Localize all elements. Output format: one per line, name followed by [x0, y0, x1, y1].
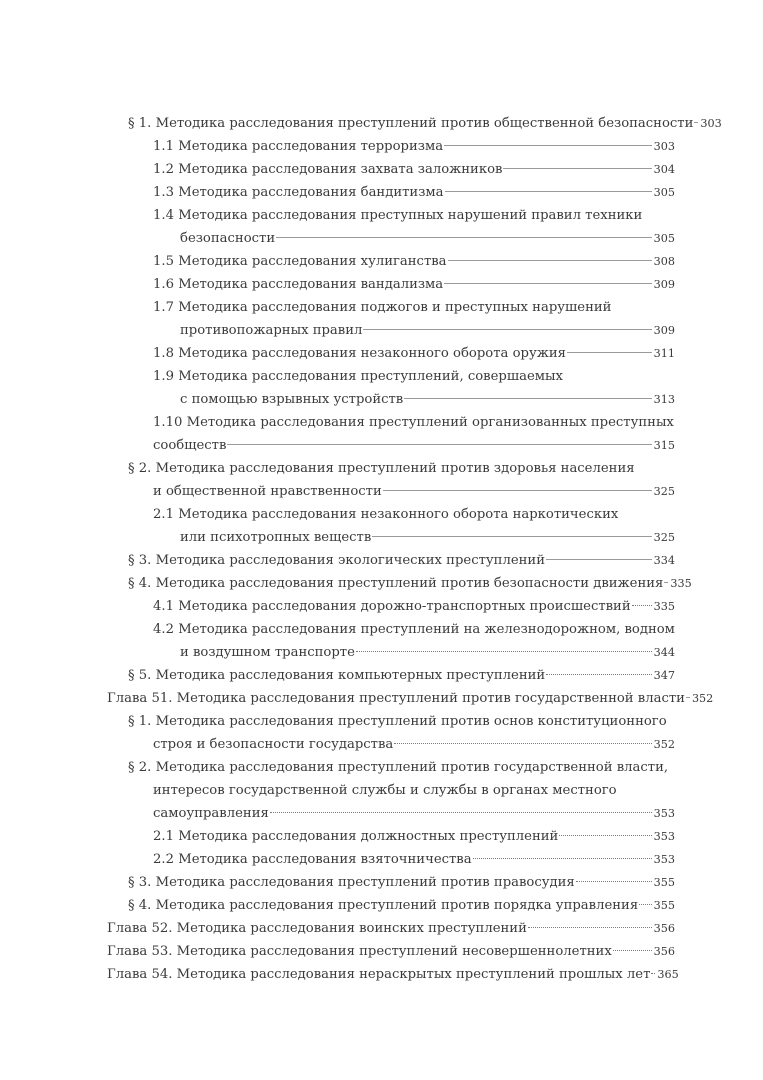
dot-leader	[546, 674, 651, 675]
toc-entry-title: Методика расследования преступлений организованных преступных	[186, 415, 674, 430]
toc-entry-title-continued: безопасности	[180, 231, 276, 246]
toc-entry-continuation[interactable]	[153, 733, 675, 756]
toc-page-number: 305	[653, 186, 675, 199]
toc-page-number: 309	[653, 278, 675, 291]
toc-entry-number: Глава 53.	[107, 944, 173, 959]
dot-leader	[276, 237, 652, 238]
toc-entry-continuation[interactable]	[153, 434, 675, 457]
toc-entry-title: Методика расследования экологических преступлений	[155, 553, 545, 568]
toc-entry-number: 1.1	[153, 139, 174, 154]
toc-entry-number: 1.4	[153, 208, 174, 223]
dot-leader	[686, 697, 690, 698]
dot-leader	[546, 559, 652, 560]
toc-entry-title: Методика расследования преступных нарушений правил техники	[178, 208, 643, 223]
toc-entry-continuation[interactable]	[180, 641, 675, 664]
toc-entry-line[interactable]	[128, 756, 675, 779]
dot-leader	[503, 168, 651, 169]
toc-entry-continuation[interactable]	[153, 779, 675, 802]
toc-entry-title: Методика расследования преступлений против правосудия	[155, 875, 575, 890]
toc-entry-title: Методика расследования преступлений против общественной безопасности	[155, 116, 694, 131]
toc-entry-number: § 4.	[128, 576, 152, 591]
toc-entry[interactable]	[128, 112, 722, 135]
dot-leader	[613, 950, 652, 951]
toc-entry-title: Методика расследования преступлений, совершаемых	[178, 369, 563, 384]
toc-entry-line[interactable]	[128, 457, 675, 480]
toc-entry[interactable]	[128, 572, 692, 595]
toc-page-number: 355	[653, 876, 675, 889]
toc-entry[interactable]	[107, 917, 675, 940]
toc-entry-title: Методика расследования захвата заложников	[178, 162, 503, 177]
dot-leader	[528, 927, 652, 928]
toc-entry-title-continued: самоуправления	[153, 806, 269, 821]
toc-page-number: 304	[653, 163, 675, 176]
toc-entry[interactable]	[107, 940, 675, 963]
toc-page-number: 365	[657, 968, 679, 981]
dot-leader	[664, 582, 668, 583]
toc-page-number: 325	[653, 531, 675, 544]
toc-entry-number: 1.10	[153, 415, 183, 430]
toc-entry-number: 2.1	[153, 829, 174, 844]
toc-entry-number: 2.2	[153, 852, 174, 867]
toc-page-number: 352	[653, 738, 675, 751]
toc-entry-number: 4.1	[153, 599, 174, 614]
dot-leader	[383, 490, 652, 491]
toc-entry-line[interactable]	[153, 618, 675, 641]
toc-entry-title-continued: и воздушном транспорте	[180, 645, 355, 660]
toc-page-number: 353	[653, 807, 675, 820]
dot-leader	[372, 536, 651, 537]
toc-page-number: 311	[653, 347, 675, 360]
toc-entry-number: 1.9	[153, 369, 174, 384]
toc-page-number: 334	[653, 554, 675, 567]
toc-entry[interactable]	[128, 664, 675, 687]
dot-leader	[227, 444, 651, 445]
toc-entry[interactable]	[107, 963, 679, 986]
toc-entry-title: Методика расследования незаконного оборота оружия	[178, 346, 566, 361]
toc-entry-title-continued: и общественной нравственности	[153, 484, 382, 499]
toc-entry-title-continued: интересов государственной службы и службы в органах местного	[153, 783, 617, 798]
dot-leader	[567, 352, 652, 353]
toc-entry[interactable]	[153, 158, 675, 181]
toc-entry-line[interactable]	[153, 204, 675, 227]
toc-entry-title: Методика расследования незаконного оборота наркотических	[178, 507, 619, 522]
toc-entry-number: § 1.	[128, 116, 152, 131]
toc-entry-title: Методика расследования преступлений несовершеннолетних	[176, 944, 612, 959]
dot-leader	[639, 904, 651, 905]
toc-entry-number: 1.8	[153, 346, 174, 361]
toc-entry-number: § 3.	[128, 875, 152, 890]
dot-leader	[394, 743, 651, 744]
dot-leader	[444, 145, 652, 146]
toc-page-number: 356	[653, 922, 675, 935]
toc-entry-title: Методика расследования дорожно-транспортных происшествий	[178, 599, 631, 614]
toc-entry-line[interactable]	[153, 503, 675, 526]
dot-leader	[445, 191, 652, 192]
toc-entry-number: 1.2	[153, 162, 174, 177]
dot-leader	[576, 881, 652, 882]
toc-page-number: 335	[653, 600, 675, 613]
toc-entry-title: Методика расследования нераскрытых преступлений прошлых лет	[176, 967, 651, 982]
toc-page-number: 353	[653, 830, 675, 843]
toc-page-number: 335	[670, 577, 692, 590]
toc-page-number: 305	[653, 232, 675, 245]
toc-entry-title: Методика расследования воинских преступлений	[176, 921, 527, 936]
toc-entry[interactable]	[153, 595, 675, 618]
toc-entry-number: § 4.	[128, 898, 152, 913]
dot-leader	[404, 398, 651, 399]
toc-page-number: 313	[653, 393, 675, 406]
toc-entry[interactable]	[153, 250, 675, 273]
toc-entry-continuation[interactable]	[153, 480, 675, 503]
toc-entry-number: 1.3	[153, 185, 174, 200]
toc-entry-title: Методика расследования преступлений против здоровья населения	[155, 461, 635, 476]
toc-entry-continuation[interactable]	[153, 802, 675, 825]
toc-entry-line[interactable]	[128, 710, 675, 733]
toc-entry-title: Методика расследования преступлений против порядка управления	[155, 898, 639, 913]
toc-entry[interactable]	[153, 848, 675, 871]
toc-page-number: 352	[691, 692, 714, 705]
toc-entry[interactable]	[128, 871, 675, 894]
toc-entry[interactable]	[153, 135, 675, 158]
toc-entry-title: Методика расследования преступлений против государственной власти	[176, 691, 685, 706]
toc-page-number: 344	[653, 646, 675, 659]
dot-leader	[651, 973, 655, 974]
toc-entry-title-continued: противопожарных правил	[180, 323, 363, 338]
toc-entry-number: § 2.	[128, 461, 152, 476]
toc-entry-title: Методика расследования преступлений против государственной власти,	[155, 760, 669, 775]
dot-leader	[632, 605, 652, 606]
toc-page-number: 308	[653, 255, 675, 268]
dot-leader	[270, 812, 652, 813]
toc-entry-title: Методика расследования компьютерных преступлений	[155, 668, 546, 683]
toc-entry[interactable]	[153, 825, 675, 848]
dot-leader	[694, 122, 698, 123]
toc-entry[interactable]	[128, 894, 675, 917]
dot-leader	[559, 835, 651, 836]
toc-entry-continuation[interactable]	[180, 227, 675, 250]
dot-leader	[473, 858, 652, 859]
toc-entry-title: Методика расследования преступлений на железнодорожном, водном	[178, 622, 675, 637]
toc-entry-title: Методика расследования преступлений против основ конституционного	[155, 714, 667, 729]
toc-entry-continuation[interactable]	[180, 526, 675, 549]
toc-entry-line[interactable]	[153, 296, 675, 319]
dot-leader	[363, 329, 651, 330]
toc-entry-number: Глава 52.	[107, 921, 173, 936]
toc-entry-title: Методика расследования вандализма	[178, 277, 444, 292]
toc-entry-number: Глава 51.	[107, 691, 173, 706]
toc-entry-title: Методика расследования должностных преступлений	[178, 829, 559, 844]
toc-entry-title: Методика расследования преступлений против безопасности движения	[155, 576, 664, 591]
toc-entry-title-continued: сообществ	[153, 438, 227, 453]
toc-entry[interactable]	[153, 342, 675, 365]
toc-entry-title: Методика расследования поджогов и преступных нарушений	[178, 300, 612, 315]
toc-entry-line[interactable]	[153, 411, 675, 434]
toc-entry-title-continued: строя и безопасности государства	[153, 737, 394, 752]
dot-leader	[356, 651, 652, 652]
toc-entry-number: § 2.	[128, 760, 152, 775]
toc-page-number: 303	[700, 117, 722, 130]
dot-leader	[448, 260, 652, 261]
toc-entry-number: Глава 54.	[107, 967, 173, 982]
toc-entry-title: Методика расследования хулиганства	[178, 254, 447, 269]
toc-entry-continuation[interactable]	[180, 388, 675, 411]
toc-entry-number: 1.7	[153, 300, 174, 315]
toc-page-number: 315	[653, 439, 675, 452]
toc-entry[interactable]	[153, 273, 675, 296]
toc-entry-number: 2.1	[153, 507, 174, 522]
toc-page-number: 347	[653, 669, 675, 682]
toc-entry-number: 1.5	[153, 254, 174, 269]
toc-entry-title: Методика расследования взяточничества	[178, 852, 472, 867]
toc-entry-title-continued: или психотропных веществ	[180, 530, 372, 545]
toc-entry-line[interactable]	[153, 365, 675, 388]
toc-entry[interactable]	[153, 181, 675, 204]
toc-page-number: 309	[653, 324, 675, 337]
toc-entry-number: § 1.	[128, 714, 152, 729]
toc-entry-continuation[interactable]	[180, 319, 675, 342]
toc-entry-number: 1.6	[153, 277, 174, 292]
toc-entry[interactable]	[107, 687, 714, 710]
toc-entry-title-continued: с помощью взрывных устройств	[180, 392, 404, 407]
toc-entry-title: Методика расследования терроризма	[178, 139, 444, 154]
toc-page-number: 356	[653, 945, 675, 958]
toc-page-number: 355	[653, 899, 675, 912]
toc-entry-title: Методика расследования бандитизма	[178, 185, 444, 200]
toc-entry[interactable]	[128, 549, 675, 572]
dot-leader	[444, 283, 651, 284]
toc-page-number: 303	[653, 140, 675, 153]
toc-page-number: 325	[653, 485, 675, 498]
toc-entry-number: § 3.	[128, 553, 152, 568]
toc-entry-number: 4.2	[153, 622, 174, 637]
toc-entry-number: § 5.	[128, 668, 152, 683]
toc-page-number: 353	[653, 853, 675, 866]
